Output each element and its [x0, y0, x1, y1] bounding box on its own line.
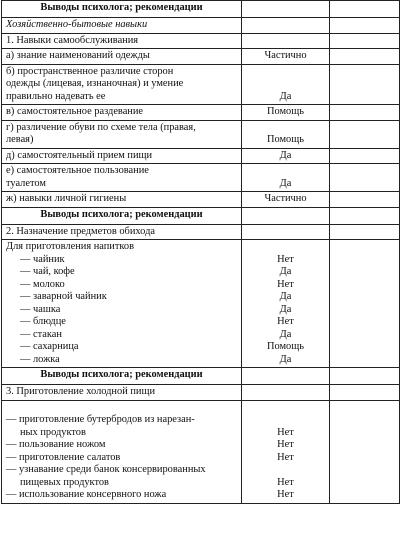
item-value: Помощь — [242, 105, 330, 121]
drinks-item: — чай, кофе — [20, 266, 75, 277]
part3-title-row — [2, 385, 400, 401]
drinks-item: — молоко — [20, 278, 65, 290]
item-label-cell — [2, 192, 242, 208]
item-label-line: левая) — [6, 134, 34, 145]
item-label-cell — [2, 148, 242, 164]
spacer — [246, 464, 325, 477]
item-label-line: е) самостоятельное пользование — [6, 165, 149, 176]
item-row — [2, 120, 400, 148]
item-label-line: правильно надевать ее — [6, 90, 106, 102]
drinks-item-value: Помощь — [266, 341, 304, 352]
empty-cell — [330, 192, 400, 208]
drinks-item: — заварной чайник — [20, 291, 107, 302]
cold-food-item-value: Нет — [277, 476, 294, 488]
item-label-cell — [2, 164, 242, 192]
empty-cell — [330, 1, 400, 18]
empty-cell — [330, 368, 400, 385]
part2-title-row — [2, 224, 400, 240]
empty-cell — [330, 33, 400, 49]
drinks-item-value: Да — [279, 353, 292, 365]
item-label-line: ж) навыки личной гигиены — [6, 193, 127, 204]
item-label-cell — [2, 105, 242, 121]
drinks-item: — чашка — [20, 303, 61, 315]
drinks-item: — блюдце — [20, 316, 66, 327]
drinks-item-value: Нет — [277, 253, 294, 265]
cold-food-item-line: пищевых продуктов — [20, 476, 109, 488]
item-row — [2, 64, 400, 105]
item-row — [2, 105, 400, 121]
conclusions-header: Выводы психолога; рекомендации — [2, 368, 242, 385]
conclusions-header-row — [2, 368, 400, 385]
assessment-table — [1, 0, 400, 504]
empty-cell — [330, 49, 400, 65]
cold-food-item-line: — приготовление бутербродов из нарезан- — [6, 414, 195, 425]
spacer — [6, 402, 237, 415]
empty-cell — [242, 207, 330, 224]
empty-cell — [330, 64, 400, 105]
item-label-line: одежды (лицевая, изнаночная) и умение — [6, 78, 184, 89]
empty-cell — [330, 224, 400, 240]
drinks-values — [242, 240, 330, 368]
item-label-cell — [2, 64, 242, 105]
conclusions-header-row — [2, 207, 400, 224]
cold-food-list — [2, 400, 242, 503]
empty-cell — [242, 18, 330, 34]
cold-food-list-row — [2, 400, 400, 503]
cold-food-item-line: ных продуктов — [20, 426, 86, 438]
empty-cell — [242, 368, 330, 385]
drinks-item: — стакан — [20, 328, 62, 340]
drinks-item: — ложка — [20, 353, 60, 365]
spacer — [246, 414, 325, 427]
cold-food-item-value: Нет — [277, 439, 294, 450]
item-label-line: туалетом — [6, 177, 46, 189]
item-label-line: б) пространственное различие сторон — [6, 65, 174, 77]
item-row — [2, 164, 400, 192]
drinks-item-value: Да — [279, 303, 292, 315]
empty-cell — [330, 148, 400, 164]
drinks-item: — чайник — [20, 253, 65, 265]
empty-cell — [330, 400, 400, 503]
item-row — [2, 49, 400, 65]
empty-cell — [242, 1, 330, 18]
drinks-item-value: Нет — [277, 278, 294, 290]
empty-cell — [330, 105, 400, 121]
conclusions-header: Выводы психолога; рекомендации — [2, 1, 242, 18]
item-value: Да — [242, 148, 330, 164]
item-label-line: г) различение обуви по схеме тела (правая, — [6, 121, 196, 133]
item-label-cell — [2, 49, 242, 65]
drinks-item-value: Да — [279, 328, 292, 340]
conclusions-header: Выводы психолога; рекомендации — [2, 207, 242, 224]
item-label-line: д) самостоятельный прием пищи — [6, 149, 153, 161]
section-title: Хозяйственно-бытовые навыки — [2, 18, 242, 34]
drinks-item-value: Да — [279, 266, 292, 277]
cold-food-item-line: — приготовление салатов — [6, 451, 121, 463]
item-label-line: а) знание наименований одежды — [6, 50, 150, 61]
empty-cell — [242, 33, 330, 49]
cold-food-item-line: — использование консервного ножа — [6, 489, 167, 500]
drinks-item-value: Нет — [277, 316, 294, 327]
cold-food-item-line: — узнавание среди банок консервированных — [6, 464, 206, 475]
empty-cell — [330, 164, 400, 192]
drinks-list-row — [2, 240, 400, 368]
item-value: Да — [242, 64, 330, 105]
part1-title-row — [2, 33, 400, 49]
drinks-item: — сахарница — [20, 341, 79, 352]
empty-cell — [330, 240, 400, 368]
cold-food-item-value: Нет — [277, 489, 294, 500]
cold-food-item-value: Нет — [277, 451, 294, 463]
item-label-cell — [2, 120, 242, 148]
item-value: Частично — [242, 49, 330, 65]
part2-title: 2. Назначение предметов обихода — [2, 224, 242, 240]
item-value: Да — [242, 164, 330, 192]
spacer — [246, 241, 325, 254]
cold-food-item-value: Нет — [277, 426, 294, 438]
section-title-row — [2, 18, 400, 34]
item-row — [2, 148, 400, 164]
empty-cell — [242, 224, 330, 240]
part3-title: 3. Приготовление холодной пищи — [2, 385, 242, 401]
part1-title: 1. Навыки самообслуживания — [2, 33, 242, 49]
empty-cell — [330, 385, 400, 401]
item-value: Помощь — [242, 120, 330, 148]
drinks-item-value: Да — [279, 291, 292, 302]
cold-food-values — [242, 400, 330, 503]
cold-food-item-line: — пользование ножом — [6, 439, 106, 450]
empty-cell — [242, 385, 330, 401]
spacer — [246, 402, 325, 415]
conclusions-header-row — [2, 1, 400, 18]
drinks-list — [2, 240, 242, 368]
empty-cell — [330, 120, 400, 148]
item-value: Частично — [242, 192, 330, 208]
drinks-subtitle: Для приготовления напитков — [6, 241, 135, 252]
item-label-line: в) самостоятельное раздевание — [6, 106, 144, 117]
item-row — [2, 192, 400, 208]
empty-cell — [330, 207, 400, 224]
empty-cell — [330, 18, 400, 34]
